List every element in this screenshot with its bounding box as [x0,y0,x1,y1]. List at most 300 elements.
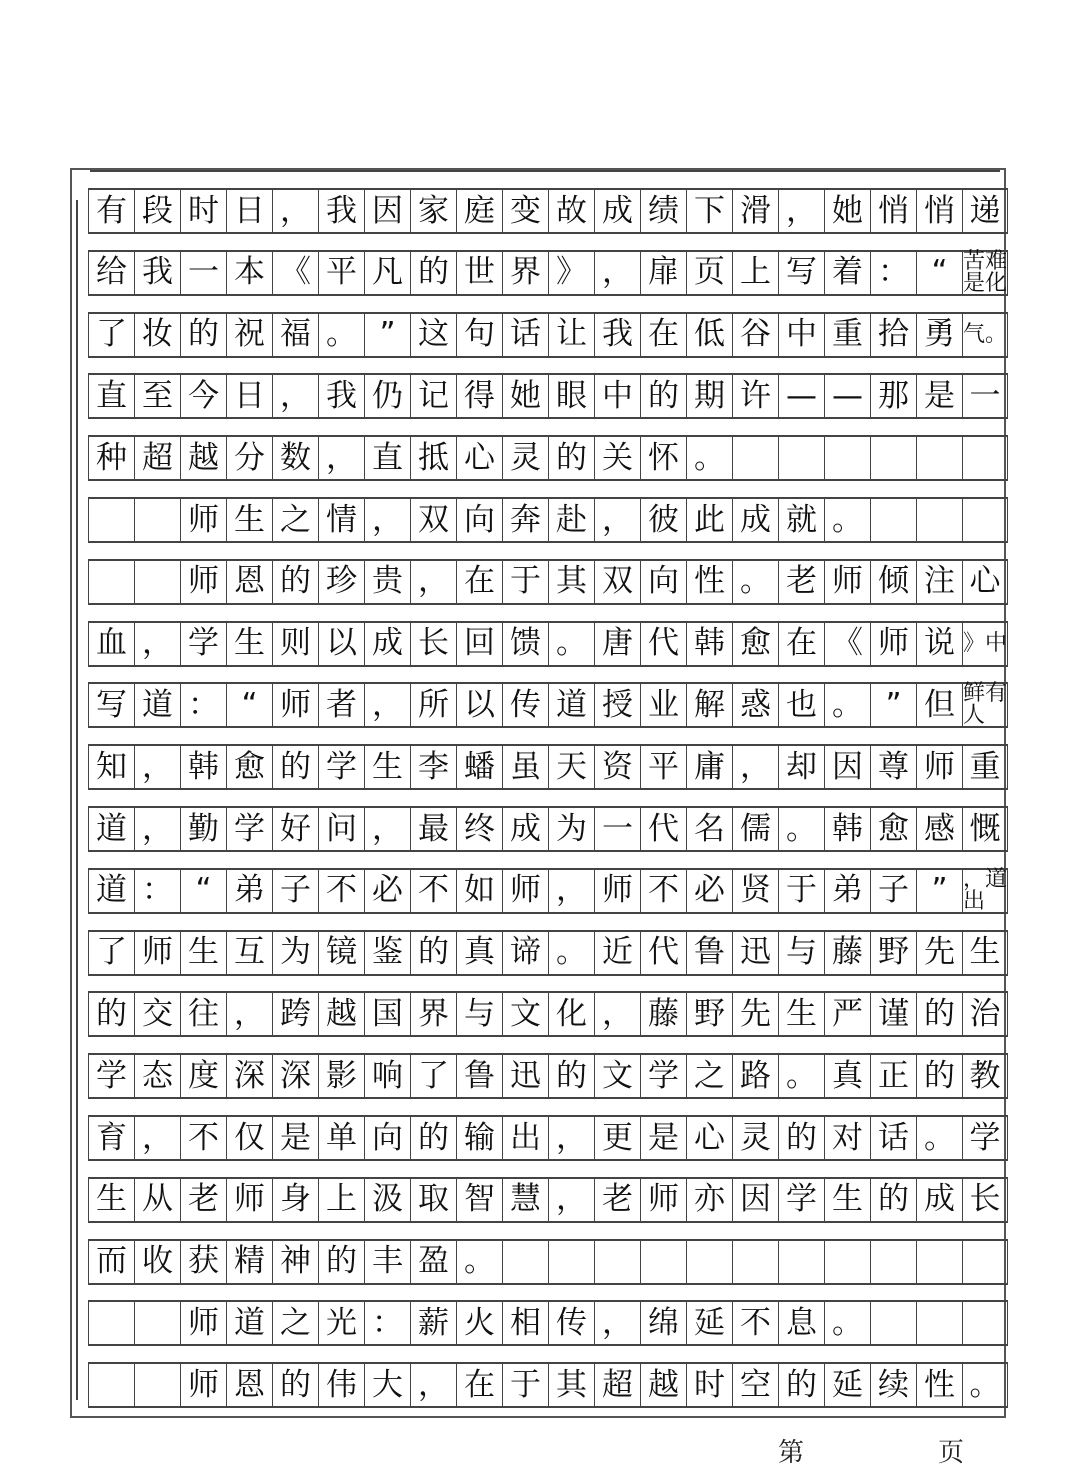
grid-cell: 空 [732,1364,778,1406]
grid-cell: 代 [640,808,686,850]
grid-cell: 儒 [732,808,778,850]
grid-cell: 往 [180,993,226,1035]
grid-cell: 是 [640,1117,686,1159]
grid-cell: 下 [686,190,732,232]
grid-cell: 不 [318,870,364,912]
grid-cell: 记 [410,375,456,417]
grid-cell: 馈 [502,623,548,665]
grid-cell: 愈 [870,808,916,850]
grid-cell: 。 [824,499,870,541]
grid-row [88,312,1008,358]
grid-cell: 学 [778,1179,824,1221]
grid-cell: 跨 [272,993,318,1035]
grid-cell: 奔 [502,499,548,541]
grid-cell: 生 [778,993,824,1035]
grid-cell: 。 [962,1364,1008,1406]
grid-cell: 福 [272,314,318,356]
page-label-ye: 页 [938,1438,965,1468]
grid-cell: ，道出 [963,866,1008,914]
grid-cell: 向 [364,1117,410,1159]
grid-row [88,868,1008,914]
grid-cell [88,1302,134,1344]
grid-cell: 注 [916,561,962,603]
grid-cell [962,1241,1008,1283]
grid-cell: 慧 [502,1179,548,1221]
grid-cell: 给 [88,252,134,294]
grid-cell: 先 [916,932,962,974]
grid-cell: 平 [318,252,364,294]
grid-cell: 向 [640,561,686,603]
grid-cell: 上 [732,252,778,294]
grid-cell: 界 [502,252,548,294]
grid-cell: 重 [824,314,870,356]
grid-cell: 终 [456,808,502,850]
grid-cell: 变 [502,190,548,232]
grid-cell: 交 [134,993,180,1035]
grid-cell: 师 [640,1179,686,1221]
grid-cell: 文 [594,1055,640,1097]
grid-cell: 子 [870,870,916,912]
grid-cell: 重 [962,746,1008,788]
grid-cell: 心 [456,437,502,479]
grid-cell: 本 [226,252,272,294]
grid-cell: 不 [410,870,456,912]
grid-cell: ， [134,623,180,665]
grid-cell: 长 [962,1179,1008,1221]
grid-cell: 火 [456,1302,502,1344]
grid-cell: 大 [364,1364,410,1406]
grid-cell: 深 [272,1055,318,1097]
grid-cell: 的 [778,1117,824,1159]
grid-cell [870,437,916,479]
grid-cell: 就 [778,499,824,541]
grid-cell: 一 [594,808,640,850]
grid-cell: 说 [916,623,962,665]
grid-cell: ， [778,190,824,232]
grid-cell: 鲁 [686,932,732,974]
grid-cell: 因 [732,1179,778,1221]
grid-cell: 野 [686,993,732,1035]
grid-cell: 于 [502,561,548,603]
grid-cell: 这 [410,314,456,356]
left-rule [76,200,78,1400]
grid-cell: 故 [548,190,594,232]
grid-cell [134,499,180,541]
grid-cell: 段 [134,190,180,232]
grid-cell: 鲜有人 [963,681,1008,729]
grid-cell: 抵 [410,437,456,479]
grid-cell: 。 [732,561,778,603]
grid-cell: 韩 [824,808,870,850]
grid-cell: ， [594,252,640,294]
grid-cell: ， [364,684,410,726]
grid-cell: 了 [410,1055,456,1097]
grid-cell: 。 [548,623,594,665]
grid-cell: 的 [180,314,226,356]
grid-cell: 道 [548,684,594,726]
grid-cell: ： [870,252,916,294]
grid-cell: 《 [824,623,870,665]
grid-cell: 的 [410,932,456,974]
grid-cell: 老 [180,1179,226,1221]
grid-cell [134,1302,180,1344]
grid-cell: 分 [226,437,272,479]
grid-cell: 心 [686,1117,732,1159]
grid-cell: 师 [134,932,180,974]
grid-cell [594,1241,640,1283]
grid-cell: 此 [686,499,732,541]
grid-cell: 悄 [870,190,916,232]
grid-cell: 资 [594,746,640,788]
grid-cell: 必 [686,870,732,912]
grid-cell: 的 [318,1241,364,1283]
grid-cell: ， [732,746,778,788]
grid-cell: 为 [272,932,318,974]
grid-cell: 真 [824,1055,870,1097]
grid-cell: 为 [548,808,594,850]
grid-cell: ， [318,437,364,479]
grid-cell: 治 [962,993,1008,1035]
grid-cell: 先 [732,993,778,1035]
grid-cell: 越 [180,437,226,479]
grid-cell: ， [364,499,410,541]
grid-cell: 师 [180,1364,226,1406]
grid-cell: 。 [824,1302,870,1344]
grid-cell [88,561,134,603]
grid-cell: ： [134,870,180,912]
grid-cell: 互 [226,932,272,974]
grid-cell: 》中 [962,623,1008,665]
grid-cell: 学 [318,746,364,788]
grid-cell: 解 [686,684,732,726]
grid-cell: 息 [778,1302,824,1344]
grid-cell: 深 [226,1055,272,1097]
grid-cell [548,1241,594,1283]
grid-cell: 野 [870,932,916,974]
grid-cell: 的 [272,1364,318,1406]
grid-cell: 迅 [732,932,778,974]
grid-cell: 汲 [364,1179,410,1221]
grid-cell: 传 [502,684,548,726]
grid-cell: 彼 [640,499,686,541]
grid-cell: 》 [548,252,594,294]
grid-cell: 她 [502,375,548,417]
grid-cell: 的 [272,561,318,603]
grid-cell: 低 [686,314,732,356]
grid-cell: 必 [364,870,410,912]
grid-cell: 庸 [686,746,732,788]
grid-cell: ， [364,808,410,850]
grid-cell: 者 [318,684,364,726]
grid-cell: 愈 [732,623,778,665]
grid-cell: 弟 [824,870,870,912]
grid-cell: 对 [824,1117,870,1159]
grid-cell: ” [870,684,916,726]
grid-cell: 韩 [180,746,226,788]
grid-cell: 传 [548,1302,594,1344]
grid-cell: ” [916,870,962,912]
grid-cell: 神 [272,1241,318,1283]
grid-cell: 话 [502,314,548,356]
grid-cell: 生 [180,932,226,974]
grid-cell [778,437,824,479]
grid-cell: 一 [180,252,226,294]
grid-cell: 的 [640,375,686,417]
grid-cell: 凡 [364,252,410,294]
grid-cell: 灵 [732,1117,778,1159]
grid-cell: 血 [88,623,134,665]
grid-row [88,682,1008,728]
grid-cell: 那 [870,375,916,417]
grid-cell [916,1241,962,1283]
grid-cell [732,437,778,479]
grid-cell: 韩 [686,623,732,665]
grid-cell: ， [548,1117,594,1159]
grid-cell: 性 [686,561,732,603]
grid-cell: 超 [594,1364,640,1406]
grid-cell: 句 [456,314,502,356]
grid-cell: 了 [88,314,134,356]
grid-row [88,744,1008,790]
grid-cell: 了 [88,932,134,974]
grid-cell: 双 [594,561,640,603]
grid-row [88,1362,1008,1408]
grid-row [88,1053,1008,1099]
grid-cell: 家 [410,190,456,232]
grid-cell: 收 [134,1241,180,1283]
grid-cell: 代 [640,623,686,665]
grid-cell: 蟠 [456,746,502,788]
grid-cell: 长 [410,623,456,665]
grid-cell: ， [134,746,180,788]
grid-row [88,806,1008,852]
grid-row [88,1300,1008,1346]
page-label-di: 第 [778,1438,805,1468]
grid-cell: ， [410,1364,456,1406]
grid-cell: 仍 [364,375,410,417]
grid-cell: 之 [272,499,318,541]
grid-cell: 世 [456,252,502,294]
grid-cell: 的 [916,993,962,1035]
grid-cell: 相 [502,1302,548,1344]
grid-cell: 学 [226,808,272,850]
grid-cell: 在 [456,561,502,603]
grid-cell: 老 [778,561,824,603]
grid-cell: 取 [410,1179,456,1221]
grid-cell: 时 [180,190,226,232]
grid-cell: 祝 [226,314,272,356]
grid-cell: 苦难是化 [963,248,1008,296]
grid-cell: 其 [548,561,594,603]
grid-cell: 《 [272,252,318,294]
grid-cell: 怀 [640,437,686,479]
grid-cell: 响 [364,1055,410,1097]
grid-cell [824,437,870,479]
grid-cell: 滑 [732,190,778,232]
grid-cell: ， [410,561,456,603]
grid-cell [962,1302,1008,1344]
grid-cell [824,1241,870,1283]
grid-cell: 育 [88,1117,134,1159]
top-rule [90,170,1000,172]
grid-cell: 的 [410,252,456,294]
grid-cell [962,437,1008,479]
grid-cell: 灵 [502,437,548,479]
grid-cell: 老 [594,1179,640,1221]
grid-cell: 直 [364,437,410,479]
grid-cell: 在 [456,1364,502,1406]
grid-cell: 成 [364,623,410,665]
grid-cell: 是 [272,1117,318,1159]
grid-cell: 最 [410,808,456,850]
grid-cell: 于 [778,870,824,912]
grid-cell: 庭 [456,190,502,232]
grid-cell: 所 [410,684,456,726]
grid-cell: 出 [502,1117,548,1159]
grid-cell: 直 [88,375,134,417]
grid-cell: ， [594,499,640,541]
grid-cell: 于 [502,1364,548,1406]
grid-cell: 日 [226,190,272,232]
grid-cell: 智 [456,1179,502,1221]
grid-cell [640,1241,686,1283]
grid-cell: 时 [686,1364,732,1406]
grid-row [88,1115,1008,1161]
grid-cell [732,1241,778,1283]
grid-row [88,1239,1008,1285]
grid-cell: 学 [88,1055,134,1097]
grid-cell [88,1364,134,1406]
grid-cell [134,1364,180,1406]
grid-cell: 今 [180,375,226,417]
grid-cell: 在 [778,623,824,665]
grid-cell: ， [272,190,318,232]
grid-cell: 。 [916,1117,962,1159]
grid-cell: 而 [88,1241,134,1283]
grid-cell: 成 [502,808,548,850]
grid-cell: “ [226,684,272,726]
grid-cell: 。 [824,684,870,726]
grid-cell: 也 [778,684,824,726]
grid-cell: ， [134,1117,180,1159]
grid-cell: 的 [548,437,594,479]
grid-cell: 伟 [318,1364,364,1406]
grid-row [88,621,1008,667]
grid-cell: 师 [272,684,318,726]
grid-cell: 在 [640,314,686,356]
grid-cell: 。 [686,437,732,479]
grid-cell: 双 [410,499,456,541]
grid-cell: 有 [88,190,134,232]
grid-cell: ” [364,314,410,356]
grid-cell: 性 [916,1364,962,1406]
grid-cell: 以 [456,684,502,726]
grid-cell: 迅 [502,1055,548,1097]
grid-cell: 师 [870,623,916,665]
grid-cell: “ [180,870,226,912]
grid-cell: 更 [594,1117,640,1159]
grid-row [88,250,1008,296]
grid-cell: 国 [364,993,410,1035]
grid-cell: 代 [640,932,686,974]
grid-cell: 惑 [732,684,778,726]
grid-cell: ， [594,1302,640,1344]
grid-cell: 却 [778,746,824,788]
grid-cell: 拾 [870,314,916,356]
grid-cell: 她 [824,190,870,232]
grid-cell: 我 [318,375,364,417]
grid-cell: 与 [778,932,824,974]
grid-cell: 如 [456,870,502,912]
grid-cell: 中 [594,375,640,417]
grid-cell: 谨 [870,993,916,1035]
grid-row [88,497,1008,543]
grid-cell: 情 [318,499,364,541]
grid-cell: — [824,375,870,417]
grid-cell: 学 [962,1117,1008,1159]
grid-cell: 勇 [916,314,962,356]
grid-cell: 盈 [410,1241,456,1283]
grid-cell: 。 [318,314,364,356]
grid-cell: 悄 [916,190,962,232]
grid-cell: 唐 [594,623,640,665]
grid-cell: ， [548,870,594,912]
grid-cell: 度 [180,1055,226,1097]
grid-cell: 近 [594,932,640,974]
grid-cell: 贵 [364,561,410,603]
grid-cell: 生 [226,623,272,665]
grid-cell: 绩 [640,190,686,232]
grid-cell: 但 [916,684,962,726]
grid-cell: 得 [456,375,502,417]
grid-cell: 我 [318,190,364,232]
grid-cell: 从 [134,1179,180,1221]
grid-cell: 关 [594,437,640,479]
grid-cell: 的 [272,746,318,788]
grid-cell [778,1241,824,1283]
grid-cell: 的 [870,1179,916,1221]
grid-cell: 成 [732,499,778,541]
grid-cell: 是 [916,375,962,417]
grid-cell: ， [594,993,640,1035]
grid-cell: 写 [778,252,824,294]
grid-cell: 越 [318,993,364,1035]
grid-cell: 上 [318,1179,364,1221]
grid-cell [870,499,916,541]
grid-cell: 师 [180,1302,226,1344]
grid-cell: 师 [226,1179,272,1221]
grid-cell: 超 [134,437,180,479]
grid-cell [916,1302,962,1344]
grid-cell: 不 [180,1117,226,1159]
grid-cell: 因 [364,190,410,232]
grid-cell: 种 [88,437,134,479]
grid-cell: 着 [824,252,870,294]
grid-cell: 不 [732,1302,778,1344]
grid-cell: ： [364,1302,410,1344]
grid-cell: 影 [318,1055,364,1097]
grid-cell: 恩 [226,1364,272,1406]
grid-cell: 。 [548,932,594,974]
grid-cell: 道 [134,684,180,726]
grid-cell: 日 [226,375,272,417]
grid-cell: 业 [640,684,686,726]
grid-row [88,991,1008,1037]
grid-cell [870,1302,916,1344]
grid-cell: 态 [134,1055,180,1097]
grid-cell: 写 [88,684,134,726]
grid-cell: 教 [962,1055,1008,1097]
